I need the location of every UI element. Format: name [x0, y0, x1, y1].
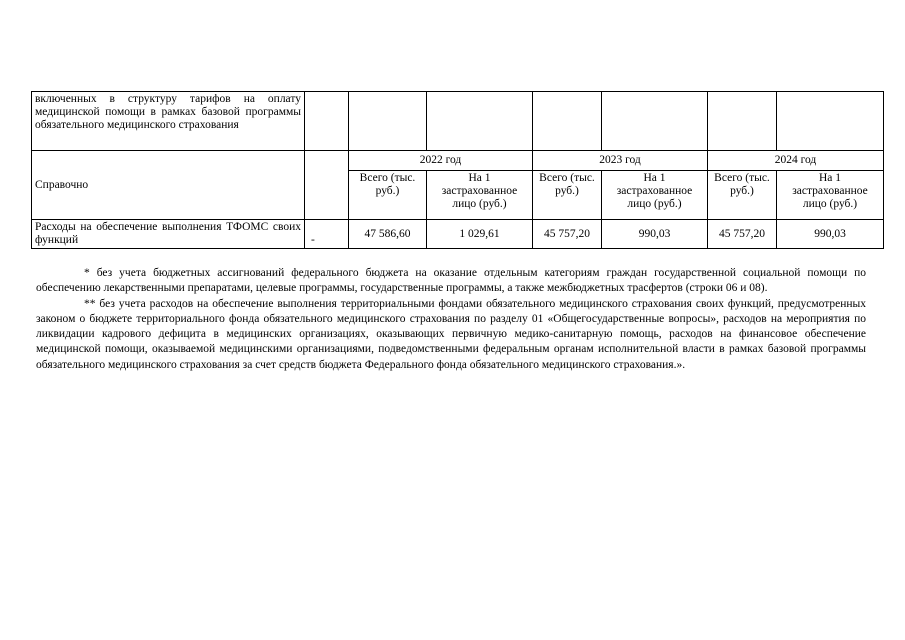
- value-cell: 45 757,20: [533, 220, 602, 249]
- table-row-tariffs: [32, 92, 884, 151]
- col-header-per-insured: На 1 застрахованное лицо (руб.): [777, 171, 884, 220]
- empty-cell: [305, 151, 349, 220]
- year-header-2023: 2023 год: [533, 151, 708, 171]
- footnotes: [36, 266, 866, 373]
- financing-table: [31, 91, 884, 249]
- empty-cell: [305, 92, 349, 151]
- value-cell: 47 586,60: [349, 220, 427, 249]
- value-cell: 990,03: [602, 220, 708, 249]
- value-cell: 45 757,20: [708, 220, 777, 249]
- table-row-years: [32, 151, 884, 171]
- empty-cell: [777, 92, 884, 151]
- empty-cell: [349, 92, 427, 151]
- tariffs-label-cell: включенных в структуру тарифов на оплату медицинской помощи в рамках базовой программы обязательного медицинского страхования: [32, 92, 305, 151]
- value-cell: 990,03: [777, 220, 884, 249]
- col-header-per-insured: На 1 застрахованное лицо (руб.): [602, 171, 708, 220]
- expense-label-cell: Расходы на обеспечение выполнения ТФОМС своих функций: [32, 220, 305, 249]
- empty-cell: [533, 92, 602, 151]
- empty-cell: [602, 92, 708, 151]
- empty-cell: [427, 92, 533, 151]
- col-header-total: Всего (тыс. руб.): [533, 171, 602, 220]
- reference-label-cell: Справочно: [32, 151, 305, 220]
- col-header-per-insured: На 1 застрахованное лицо (руб.): [427, 171, 533, 220]
- footnote-2: ** без учета расходов на обеспечение выполнения территориальными фондами обязательного медицинского страхования своих функций, предусмотренных законом о бюджете территориального фонда обязательного медицинского страхования по разделу 01 «Общегосударственные вопросы», расходов на мероприятия по ликвидации кадрового дефицита в медицинских организациях, оказывающих первичную медико-санитарную помощь, расходов на финансовое обеспечение медицинской помощи, оказываемой медицинскими организациями, подведомственными федеральным органам исполнительной власти в рамках базовой программы обязательного медицинского страхования за счет средств бюджета Федерального фонда обязательного медицинского страхования.».: [36, 297, 866, 371]
- expense-dash-cell: -: [305, 220, 349, 249]
- value-cell: 1 029,61: [427, 220, 533, 249]
- footnote-1: * без учета бюджетных ассигнований федерального бюджета на оказание отдельным категориям граждан государственной социальной помощи по обеспечению лекарственными препаратами, целевые программы, государственные программы, а также межбюджетных трасфертов (строки 06 и 08).: [36, 267, 866, 295]
- col-header-total: Всего (тыс. руб.): [349, 171, 427, 220]
- year-header-2022: 2022 год: [349, 151, 533, 171]
- col-header-total: Всего (тыс. руб.): [708, 171, 777, 220]
- empty-cell: [708, 92, 777, 151]
- year-header-2024: 2024 год: [708, 151, 884, 171]
- table-row-expenses: [32, 220, 884, 249]
